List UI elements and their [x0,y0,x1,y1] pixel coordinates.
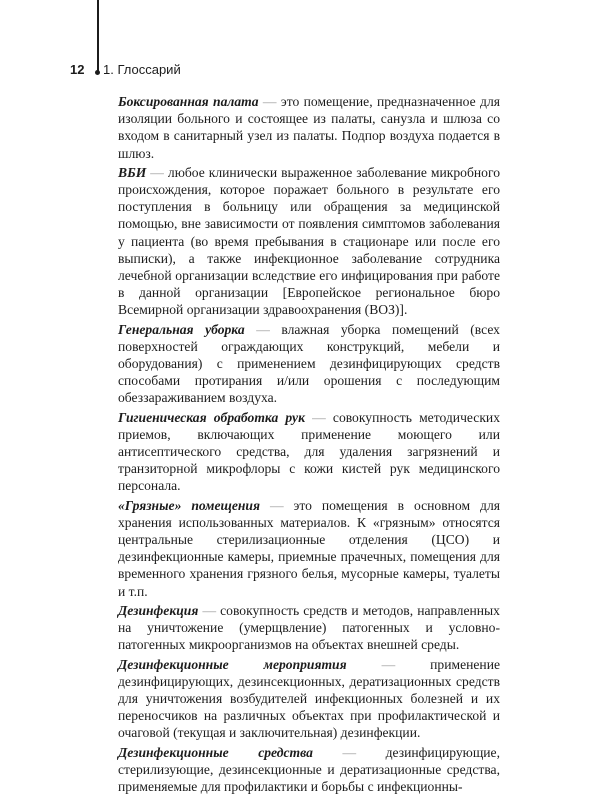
dash-separator: — [342,744,357,760]
glossary-definition: влажная уборка помещений (всех поверхностей ограждающих конструкций, мебели и оборудования) с применением дезинфицирующих средств способами протирания и/или орошения с последующим обеззараживанием воздуха. [118,321,500,406]
glossary-definition: это помещение, предназначенное для изоляции больного и состоящее из палаты, санузла и шлюза со входом в санитарный узел из палаты. Подпор воздуха подается в шлюз. [118,94,500,161]
page-number: 12 [70,62,85,77]
glossary-entry [118,602,500,654]
margin-rule-dot [95,70,100,75]
glossary-term: Гигиеническая обработка рук [118,409,305,425]
glossary-term: «Грязные» помещения [118,497,260,513]
glossary-entry [118,656,500,742]
glossary-entry [118,321,500,407]
dash-separator: — [150,164,164,180]
dash-separator: — [312,409,326,425]
dash-separator: — [269,497,284,513]
dash-separator: — [256,321,270,337]
glossary-term: ВБИ [118,164,147,180]
glossary-entry [118,409,500,495]
glossary-body [118,93,500,797]
glossary-term: Боксированная палата [118,94,259,109]
glossary-term: Дезинфекционные средства [118,744,313,760]
dash-separator: — [262,94,277,109]
glossary-definition: совокупность методических приемов, включающих применение моющего или антисептического средства, для удаления загрязнений и транзиторной микрофлоры с кожи кистей рук медицинского персонала. [118,409,500,494]
glossary-entry [118,164,500,319]
glossary-entry [118,497,500,600]
dash-separator: — [381,656,396,672]
running-head [70,62,181,78]
glossary-definition: любое клинически выраженное заболевание микробного происхождения, которое поражает больного в результате его поступления в больницу или обращения за медицинской помощью, вне зависимости от появления симптомов заболевания у пациента (во время пребывания в стационаре или после его выписки), а также инфекционное заболевание сотрудника лечебной организации вследствие его инфицирования при работе в данной организации [Европейское региональное бюро Всемирной организации здравоохранения (ВОЗ)]. [118,164,500,318]
dash-separator: — [202,602,217,618]
glossary-definition: применение дезинфицирующих, дезинсекционных, дератизационных средств для уничтожения возбудителей инфекционных болезней и их переносчиков на различных объектах при профилактической и очаговой (текущая и заключительная) дезинфекции. [118,656,500,741]
chapter-title: 1. Глоссарий [103,62,181,77]
glossary-definition: совокупность средств и методов, направленных на уничтожение (умерщвление) патогенных и условно-патогенных микроорганизмов на объектах внешней среды. [118,602,500,653]
glossary-definition: дезинфицирующие, стерилизующие, дезинсекционные и дератизационные средства, применяемые для профилактики и борьбы с инфекционны- [118,744,500,794]
glossary-term: Генеральная уборка [118,321,245,337]
margin-rule [97,0,99,72]
glossary-entry [118,93,500,162]
glossary-term: Дезинфекционные мероприятия [118,656,347,672]
glossary-term: Дезинфекция [118,602,199,618]
glossary-definition: это помещения в основном для хранения использованных материалов. К «грязным» относятся центральные стерилизационные отделения (ЦСО) и дезинфекционные камеры, приемные прачечных, помещения для временного хранения грязного белья, мусорные камеры, туалеты и т.п. [118,497,500,599]
glossary-entry [118,744,500,796]
